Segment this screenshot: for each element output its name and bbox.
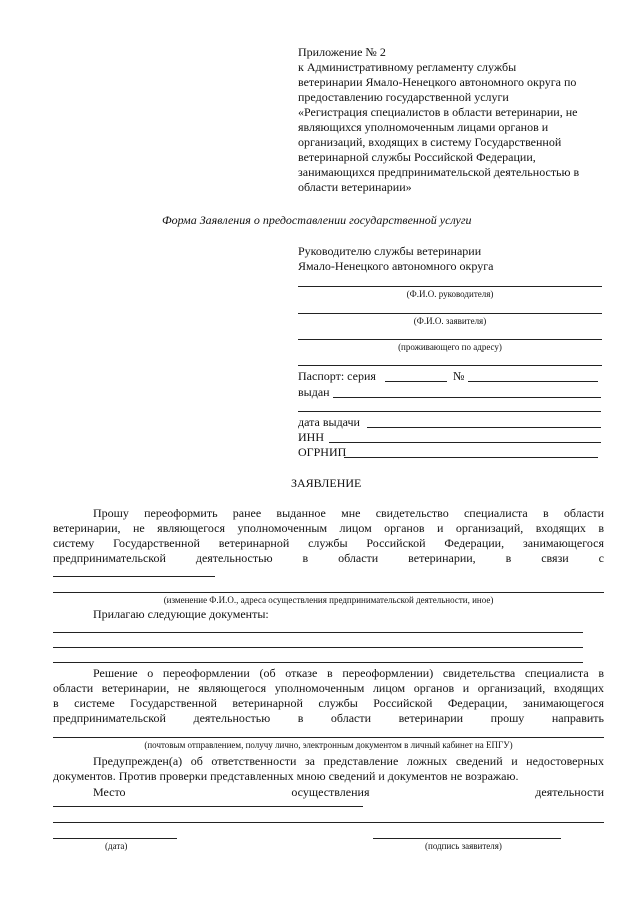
paragraph-line: систему Государственной ветеринарной службы Российской Федерации, занимающегося bbox=[53, 536, 604, 550]
paragraph-line: в системе Государственной ветеринарной службы Российской Федерации, занимающегося bbox=[53, 696, 604, 710]
inn-field[interactable] bbox=[329, 442, 601, 443]
documents-label: Прилагаю следующие документы: bbox=[93, 607, 269, 621]
paragraph-line: области ветеринарии, не являющегося уполномоченным лицом органов и организаций, входящих bbox=[53, 681, 604, 695]
passport-series-field[interactable] bbox=[385, 381, 447, 382]
documents-field-1[interactable] bbox=[53, 632, 583, 633]
paragraph-line: Решение о переоформлении (об отказе в переоформлении) свидетельства специалиста в bbox=[93, 666, 604, 680]
date-field[interactable] bbox=[53, 838, 177, 839]
ogrnip-field[interactable] bbox=[344, 457, 598, 458]
reason-field[interactable] bbox=[53, 576, 215, 577]
head-name-caption: (Ф.И.О. руководителя) bbox=[406, 289, 494, 299]
documents-field-3[interactable] bbox=[53, 662, 583, 663]
appendix-line: области ветеринарии» bbox=[298, 180, 412, 194]
address-field[interactable] bbox=[298, 339, 602, 340]
appendix-line: «Регистрация специалистов в области ветеринарии, не bbox=[298, 105, 578, 119]
reason-caption: (изменение Ф.И.О., адреса осуществления предпринимательской деятельности, иное) bbox=[163, 595, 494, 605]
place-field[interactable] bbox=[53, 806, 363, 807]
issued-label: выдан bbox=[298, 385, 330, 399]
head-name-field[interactable] bbox=[298, 286, 602, 287]
appendix-line: Приложение № 2 bbox=[298, 45, 386, 59]
applicant-name-caption: (Ф.И.О. заявителя) bbox=[413, 316, 487, 326]
addressee-line-1: Руководителю службы ветеринарии bbox=[298, 244, 482, 258]
place-field-extra[interactable] bbox=[53, 822, 604, 823]
signature-field[interactable] bbox=[373, 838, 561, 839]
passport-number-field[interactable] bbox=[468, 381, 598, 382]
documents-field-2[interactable] bbox=[53, 647, 583, 648]
passport-label: Паспорт: серия bbox=[298, 369, 376, 383]
delivery-method-field[interactable] bbox=[53, 737, 604, 738]
place-label: Место осуществления деятельности bbox=[93, 785, 604, 799]
paragraph-line: ветеринарии, не являющегося уполномоченным лицом органов и организаций, входящих в bbox=[53, 521, 604, 535]
addressee-line-2: Ямало-Ненецкого автономного округа bbox=[298, 259, 494, 273]
warning-line: документов. Против проверки представленных мною сведений и документов не возражаю. bbox=[53, 769, 519, 783]
signature-caption: (подпись заявителя) bbox=[425, 841, 502, 851]
issued-by-field-extra[interactable] bbox=[298, 411, 601, 412]
date-caption: (дата) bbox=[105, 841, 128, 851]
applicant-name-field[interactable] bbox=[298, 313, 602, 314]
ogrnip-label: ОГРНИП bbox=[298, 445, 347, 459]
paragraph-line: предпринимательской деятельностью в области ветеринарии прошу направить bbox=[53, 711, 604, 725]
appendix-line: являющихся уполномоченным лицами органов и bbox=[298, 120, 549, 134]
reason-field-extra[interactable] bbox=[53, 592, 604, 593]
form-title: Форма Заявления о предоставлении государственной услуги bbox=[162, 213, 472, 227]
appendix-line: ветеринарной службы Российской Федерации, bbox=[298, 150, 536, 164]
appendix-line: ветеринарии Ямало-Ненецкого автономного округа по bbox=[298, 75, 577, 89]
appendix-line: организаций, входящих в систему Государственной bbox=[298, 135, 562, 149]
passport-number-label: № bbox=[453, 369, 465, 383]
inn-label: ИНН bbox=[298, 430, 324, 444]
issue-date-field[interactable] bbox=[367, 427, 601, 428]
issue-date-label: дата выдачи bbox=[298, 415, 360, 429]
issued-by-field[interactable] bbox=[333, 397, 601, 398]
delivery-method-caption: (почтовым отправлением, получу лично, электронным документом в личный кабинет на ЕПГУ) bbox=[144, 740, 513, 750]
statement-title: ЗАЯВЛЕНИЕ bbox=[291, 476, 362, 490]
address-caption: (проживающего по адресу) bbox=[398, 342, 502, 352]
paragraph-line: Прошу переоформить ранее выданное мне свидетельство специалиста в области bbox=[93, 506, 604, 520]
paragraph-line: предпринимательской деятельностью в области ветеринарии, в связи с bbox=[53, 551, 604, 565]
appendix-line: занимающихся предпринимательской деятельностью в bbox=[298, 165, 580, 179]
address-field-extra[interactable] bbox=[298, 365, 602, 366]
appendix-line: предоставлению государственной услуги bbox=[298, 90, 509, 104]
appendix-line: к Административному регламенту службы bbox=[298, 60, 517, 74]
warning-line: Предупрежден(а) об ответственности за представление ложных сведений и недостоверных bbox=[93, 754, 604, 768]
